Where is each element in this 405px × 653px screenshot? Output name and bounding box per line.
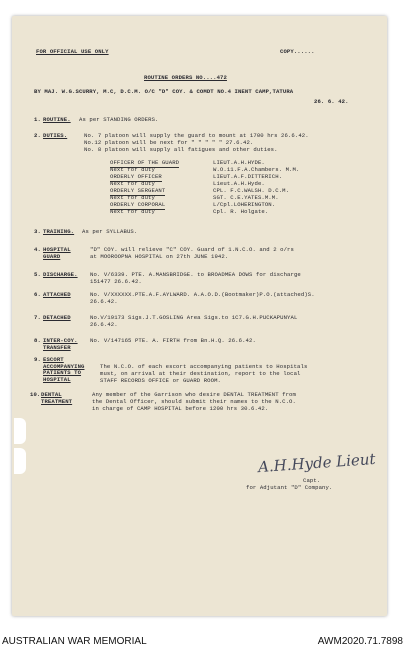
item-number: 4. (34, 246, 41, 253)
roster-name: Cpl. R. Holgate. (213, 208, 269, 215)
roster-name: CPL. F.C.WALSH. D.C.M. (213, 187, 290, 194)
roster-name: LIEUT.A.H.HYDE. (213, 159, 265, 166)
item-text: No. V/6339. PTE. A.MANSBRIDGE. to BROADMEA DOWS for discharge (90, 271, 301, 278)
signature-for-line: for Adjutant "D" Company. (246, 484, 333, 491)
item-text: As per STANDING ORDERS. (79, 116, 159, 123)
item-text: in charge of CAMP HOSPITAL before 1200 hrs 30.6.42. (92, 405, 269, 412)
item-number: 5. (34, 271, 41, 278)
punch-hole (14, 418, 26, 444)
item-text: 26.6.42. (90, 298, 118, 305)
copy-label: COPY...... (280, 48, 315, 55)
document-date: 26. 6. 42. (314, 98, 349, 105)
roster-role: Next for duty (110, 194, 155, 201)
signature-rank: Capt. (303, 477, 321, 484)
item-number: 8. (34, 337, 41, 344)
roster-role: ORDERLY CORPORAL (110, 201, 166, 208)
document-byline: BY MAJ. W.G.SCURRY, M.C, D.C.M. O/C "D" COY. & COMDT NO.4 INENT CAMP,TATURA (34, 88, 294, 95)
item-text: No. 8 platoon will supply all fatigues and other duties. (84, 146, 278, 153)
footer-archive-name: AUSTRALIAN WAR MEMORIAL (2, 636, 147, 647)
item-text: 26.6.42. (90, 321, 118, 328)
roster-name: LIEUT.A.F.DITTERICH. (213, 173, 283, 180)
item-text: the Dental Officer, should submit their names to the N.C.O. (92, 398, 296, 405)
item-heading: DETACHED (43, 314, 71, 321)
classification-label: FOR OFFICIAL USE ONLY (36, 48, 109, 55)
item-heading: ROUTINE. (43, 116, 71, 123)
item-text: No. V/147165 PTE. A. FIRTH from Bn.H.Q. 26.6.42. (90, 337, 256, 344)
roster-role: Next for duty (110, 180, 155, 187)
roster-role: ORDERLY OFFICER (110, 173, 162, 180)
roster-role: Next for duty (110, 208, 155, 215)
item-heading: DISCHARGE. (43, 271, 78, 278)
item-text: STAFF RECORDS OFFICE or GUARD ROOM. (100, 377, 221, 384)
item-text: 151477 26.6.42. (90, 278, 142, 285)
roster-name: L/Cpl.LOHERINGTON. (213, 201, 276, 208)
item-text: No. 7 platoon will supply the guard to mount at 1700 hrs 26.6.42. (84, 132, 309, 139)
roster-role: Next for duty (110, 166, 155, 173)
item-heading: TRAINING. (43, 228, 75, 235)
item-text: As per SYLLABUS. (82, 228, 138, 235)
roster-name: W.O.11.F.A.Chambers. M.M. (213, 166, 300, 173)
item-number: 2. (34, 132, 41, 139)
item-number: 3. (34, 228, 41, 235)
item-text: must, on arrival at their destination, report to the local (100, 370, 301, 377)
item-text: No. V/XXXXXX.PTE.A.F.AYLWARD. A.A.O.D.(Bootmaker)P.O.(attached)S. (90, 291, 315, 298)
item-text: at MOOROOPNA HOSPITAL on 27th JUNE 1942. (90, 253, 229, 260)
roster-role: ORDERLY SERGEANT (110, 187, 166, 194)
handwritten-signature: A.H.Hyde Lieut (257, 449, 377, 477)
item-number: 1. (34, 116, 41, 123)
item-number: 9. (34, 356, 41, 363)
item-heading: ATTACHED (43, 291, 71, 298)
item-heading: ESCORT ACCOMPANYING PATIENTS TO HOSPITAL (43, 356, 85, 383)
item-number: 6. (34, 291, 41, 298)
item-text: No.12 platoon will be next for " " " " " 27.6.42. (84, 139, 254, 146)
item-number: 7. (34, 314, 41, 321)
item-heading: HOSPITAL GUARD (43, 246, 71, 260)
item-text: Any member of the Garrison who desire DENTAL TREATMENT from (92, 391, 296, 398)
roster-role: OFFICER OF THE GUARD (110, 159, 180, 166)
roster-name: Lieut.A.H.Hyde. (213, 180, 265, 187)
roster-name: SGT. C.E.YATES.M.M. (213, 194, 279, 201)
item-text: "D" COY. will relieve "C" COY. Guard of 1.N.C.O. and 2 o/rs (90, 246, 294, 253)
document-title: ROUTINE ORDERS NO....472 (144, 74, 227, 81)
item-text: The N.C.O. of each escort accompanying patients to Hospitals (100, 363, 308, 370)
footer-accession-number: AWM2020.71.7898 (317, 636, 403, 647)
punch-hole (14, 448, 26, 474)
item-text: No.V/19173 Sigs.J.T.GOSLING Area Sigs.to 1C7.G.H.PUCKAPUNYAL (90, 314, 298, 321)
item-heading: INTER-COY. TRANSFER (43, 337, 78, 351)
item-heading: DENTAL TREATMENT (41, 391, 73, 405)
item-number: 10. (30, 391, 41, 398)
item-heading: DUTIES. (43, 132, 68, 139)
